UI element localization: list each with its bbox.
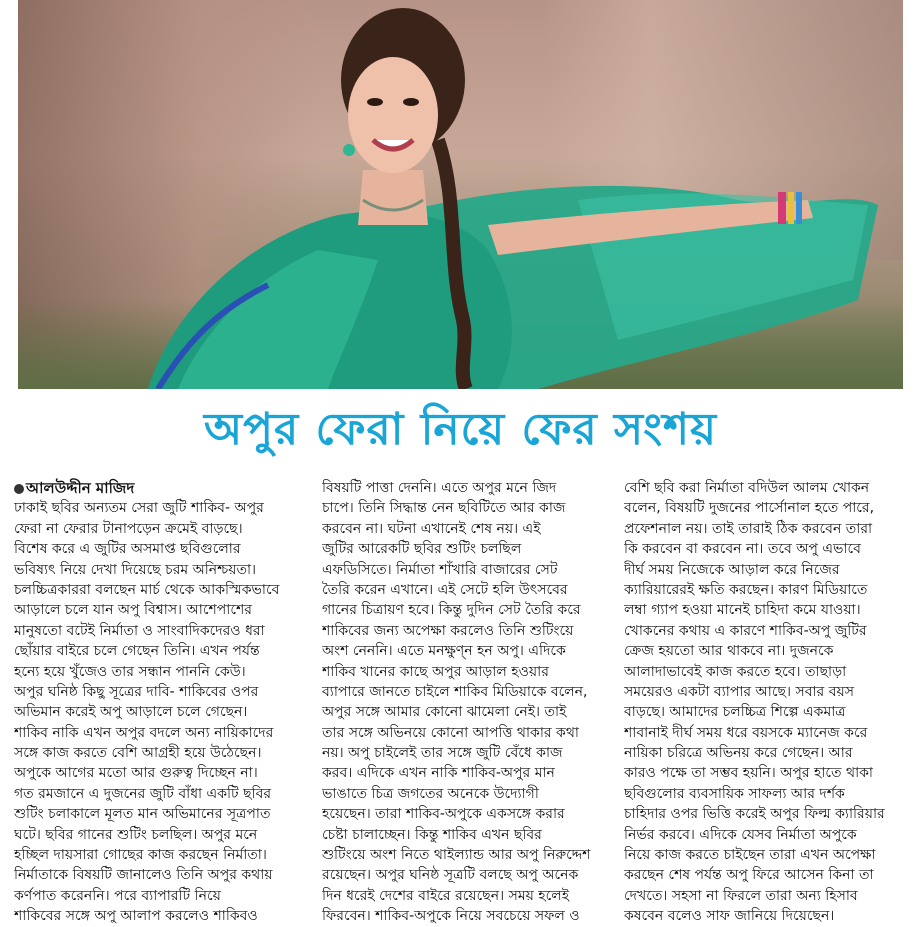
bullet-icon [14, 484, 24, 494]
column-line: ক্রেজ হয়তো আর থাকবে না। দুজনকে [624, 643, 834, 660]
column-line: ছোঁয়ার বাইরে চলে গেছেন তিনি। এখন পর্যন্ত [14, 643, 260, 660]
column-line: শাকিবের জন্য অপেক্ষা করলেও তিনি শুটিংয়ে [322, 622, 574, 639]
column-line: আলাদাভাবেই কাজ করতে হবে। তাছাড়া [624, 663, 847, 680]
column-line: চাহিদার ওপর ভিত্তি করেই অপুর ফিল্ম ক্যারিয়ার [624, 806, 885, 823]
column-line: হচ্ছিল দায়সারা গোছের কাজ করছেন নির্মাতা। [14, 847, 267, 864]
column-line: নয়। অপু চাইলেই তার সঙ্গে জুটি বেঁধে কাজ [322, 745, 563, 762]
byline [14, 478, 310, 498]
column-line: বাড়ছে। আমাদের চলচ্চিত্র শিল্পে একমাত্র [624, 704, 846, 721]
column-line: অপুকে আগের মতো আর গুরুত্ব দিচ্ছেন না। [14, 765, 258, 782]
article-column-2 [322, 478, 614, 927]
column-line: গানের চিত্রায়ণ হবে। কিন্তু দুদিন সেট তৈরি করে [322, 602, 581, 619]
column-line: অংশ নেননি। এতে মনক্ষুণ্ন হন অপু। এদিকে [322, 643, 566, 660]
column-line: করবেন না। ঘটনা এখানেই শেষ নয়। এই [322, 520, 541, 537]
column-line: কারও পক্ষে তা সম্ভব হয়নি। অপুর হাতে থাকা [624, 765, 873, 782]
column-line: ভাঙাতে চিত্র জগতের অনেকে উদ্যোগী [322, 785, 539, 802]
byline-author: আলউদ্দীন মাজিদ [26, 479, 135, 497]
column-line: আড়ালে চলে যান অপু বিশ্বাস। আশেপাশের [14, 602, 252, 619]
column-line: দীর্ঘ সময় নিজেকে আড়াল করে নিজের [624, 561, 840, 578]
column-line: ভবিষ্যৎ নিয়ে দেখা দিয়েছে চরম অনিশ্চয়তা। [14, 561, 257, 578]
column-line: নিয়ে কাজ করতে চাইছেন তারা এখন অপেক্ষা [624, 847, 876, 864]
column-line: ক্যারিয়ারেরই ক্ষতি করছেন। কারণ মিডিয়াতে [624, 581, 868, 598]
column-line: অপুর সঙ্গে আমার কোনো ঝামেলা নেই। তাই [322, 704, 567, 721]
column-line: রয়েছেন। অপুর ঘনিষ্ঠ সূত্রটি বলছে অপু অনেক [322, 867, 579, 884]
column-line: ঘটে। ছবির গানের শুটিং চলছিল। অপুর মনে [14, 826, 258, 843]
column-line: শাবানাই দীর্ঘ সময় ধরে বয়সকে ম্যানেজ করে [624, 724, 868, 741]
column-line: তার সঙ্গে অভিনয়ে কোনো আপত্তি থাকার কথা [322, 724, 579, 741]
column-line: দিন ধরেই দেশের বাইরে রয়েছেন। সময় হলেই [322, 887, 569, 904]
column-line: কষবেন বলেও সাফ জানিয়ে দিয়েছেন। [624, 908, 835, 925]
column-line: হয়েছেন। তারা শাকিব-অপুকে একসঙ্গে করার [322, 806, 565, 823]
column-line: জুটির আরেকটি ছবির শুটিং চলছিল [322, 541, 522, 558]
column-line: বলেন, বিষয়টি দুজনের পার্সোনাল হতে পারে, [624, 500, 875, 517]
article-column-1 [14, 478, 310, 927]
column-line: চেষ্টা চালাচ্ছেন। কিন্তু শাকিব এখন ছবির [322, 826, 542, 843]
column-line: বিশেষ করে এ জুটির অসমাপ্ত ছবিগুলোর [14, 541, 241, 558]
column-line: ফিরবেন। শাকিব-অপুকে নিয়ে সবচেয়ে সফল ও [322, 908, 580, 925]
column-line: লম্বা গ্যাপ হওয়া মানেই চাহিদা কমে যাওয়া। [624, 602, 861, 619]
column-line: ফেরা না ফেরার টানাপড়েন ক্রমেই বাড়ছে। [14, 520, 243, 537]
column-line: হন্যে হয়ে খুঁজেও তার সন্ধান পাননি কেউ। [14, 663, 246, 680]
column-line: শাকিব নাকি এখন অপুর বদলে অন্য নায়িকাদের [14, 724, 274, 741]
column-line: বিষয়টি পাত্তা দেননি। এতে অপুর মনে জিদ [322, 480, 557, 496]
column-line: চাপে। তিনি সিদ্ধান্ত নেন ছবিটিতে আর কাজ [322, 500, 566, 517]
article-column-3 [624, 478, 914, 927]
column-line: চলচ্চিত্রকাররা বলছেন মার্চ থেকে আকস্মিকভাবে [14, 581, 280, 598]
column-line: গত রমজানে এ দুজনের জুটি বাঁধা একটি ছবির [14, 785, 272, 802]
column-line: নির্মাতাকে বিষয়টি জানালেও তিনি অপুর কথায় [14, 867, 273, 884]
column-line: নির্ভর করবে। এদিকে যেসব নির্মাতা অপুকে [624, 826, 857, 843]
column-line: করব। এদিকে এখন নাকি শাকিব-অপুর মান [322, 765, 555, 782]
column-line: খোকনের কথায় এ কারণে শাকিব-অপু জুটির [624, 622, 867, 639]
column-line: শাকিবের সঙ্গে অপু আলাপ করলেও শাকিবও [14, 908, 258, 925]
column-line: সঙ্গে কাজ করতে বেশি আগ্রহী হয়ে উঠেছেন। [14, 745, 262, 762]
column-line: কর্ণপাত করেননি। পরে ব্যাপারটি নিয়ে [14, 887, 221, 904]
article-photo [18, 0, 903, 389]
column-line: সময়েরও একটা ব্যাপার আছে। সবার বয়স [624, 683, 854, 700]
column-line: অভিমান করেই অপু আড়ালে চলে গেছেন। [14, 704, 248, 721]
column-line: প্রফেশনাল নয়। তাই তারাই ঠিক করবেন তারা [624, 520, 873, 537]
article-headline: অপুর ফেরা নিয়ে ফের সংশয় [203, 404, 718, 455]
column-line: অপুর ঘনিষ্ঠ কিছু সূত্রের দাবি- শাকিবের ওপর [14, 683, 259, 700]
column-line: কি করবেন বা করবেন না। তবে অপু এভাবে [624, 541, 861, 558]
column-line: শুটিংয়ে অংশ নিতে থাইল্যান্ড আর অপু নিরুদ্দেশ [322, 847, 591, 864]
woman-in-green-saree-photo-icon [18, 0, 903, 389]
column-line: শুটিং চলাকালে মূলত মান অভিমানের সূত্রপাত [14, 806, 271, 823]
column-line: মানুষতো বটেই নির্মাতা ও সাংবাদিকদেরও ধরা [14, 622, 265, 639]
column-line: ঢাকাই ছবির অন্যতম সেরা জুটি শাকিব- অপুর [14, 500, 264, 517]
column-line: এফডিসিতে। নির্মাতা শাঁখারি বাজারের সেট [322, 561, 558, 578]
column-line: বেশি ছবি করা নির্মাতা বদিউল আলম খোকন [624, 480, 870, 496]
column-line: ছবিগুলোর ব্যবসায়িক সাফল্য আর দর্শক [624, 785, 845, 802]
column-line: তৈরি করেন এখানে। এই সেটে হলি উৎসবের [322, 581, 568, 598]
column-line: নায়িকা চরিত্রে অভিনয় করে গেছেন। আর [624, 745, 853, 762]
column-line: দেখতে। সহসা না ফিরলে তারা অন্য হিসাব [624, 887, 858, 904]
column-line: শাকিব খানের কাছে অপুর আড়াল হওয়ার [322, 663, 549, 680]
column-line: ব্যাপারে জানতে চাইলে শাকিব মিডিয়াকে বলেন, [322, 683, 588, 700]
column-line: করছেন শেষ পর্যন্ত অপু ফিরে আসেন কিনা তা [624, 867, 874, 884]
